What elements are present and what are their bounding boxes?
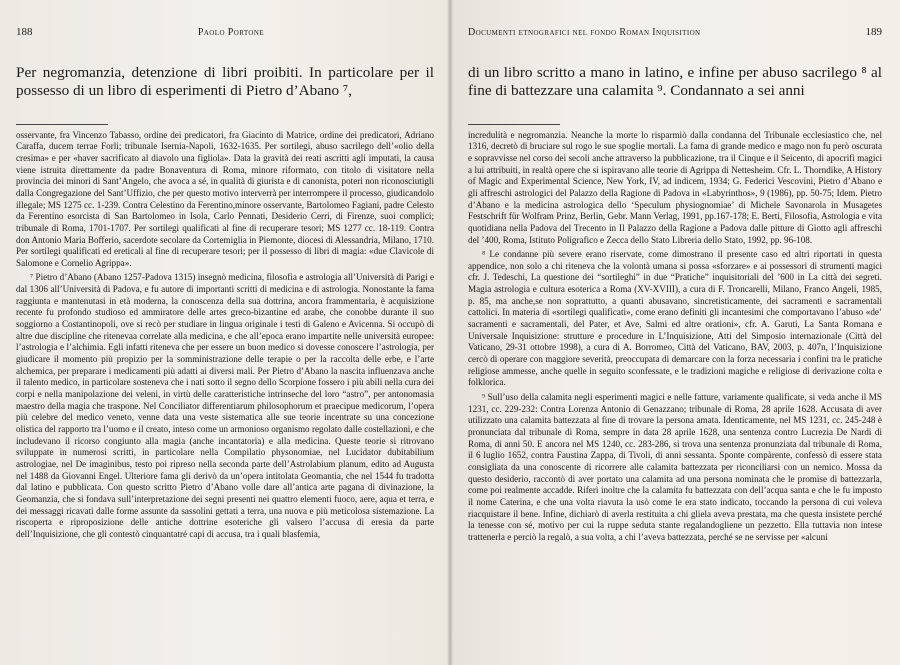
running-header-right	[468, 26, 882, 44]
footnote-9: ⁹ Sull’uso della calamita negli esperimenti magici e nelle fatture, variamente qualificate, si veda anche il MS 1231, cc. 229-232: Contra Lorenza Antonio di Genazzano; tribunale di Roma, 28 aprile 1628. Accusata di aver utilizzato una calamita battezzata al fine di trovare la persona amata. Identicamente, nel MS 1231, cc. 245-248 è pronunciata dal tribunale di Roma, sempre in data 28 aprile 1628, una sentenza contro Lucrezia De Nardi di Roma, di anni 50. E ancora nel MS 1240, cc. 283-286, si trova una sentenza pronunziata dal tribunale di Roma, il 6 luglio 1652, contra Faustina Zappa, di Tivoli, di anni sessanta. Sponte compàrente, confessò di essere stata consigliata da una conoscente di ricorrere alle calamita battezzata per riconciliarsi con un nemico. Mossa da questo desiderio, raccontò di aver portato una calamita ad una persona nominata che le promise di battezzarla, come poi realmente accadde. Riferì inoltre che la calamita fu battezzata con dell’acqua santa e che le fu imposto il nome Caterina, e che una volta riavuta la usò come le era stato indicato, toccando la persona di cui voleva riacquistare il bene. Infine, dichiarò di averla restituita a chi gliela aveva prestata, ma che questa insistete perché la tenesse con sé, motivo per cui la ruppe seduta stante regalandogliene un pezzetto. Ella tuttavia non intese trattenerla e perciò la regalò, a sua volta, a chi l’aveva battezzata, perché se ne servisse per «alcuni	[468, 392, 882, 542]
footnote-rule-left	[16, 124, 108, 125]
running-head-author: Paolo Portone	[197, 27, 264, 38]
footnote-7: ⁷ Pietro d’Abano (Abano 1257-Padova 1315) insegnò medicina, filosofia e astrologia all’Università di Parigi e dal 1306 all’Università di Padova, e fu autore di importanti scritti di medicina e di astrologia. Nonostante la fama raggiunta e mantenutasi in età moderna, la conoscenza della sua dottrina, ancora frammentaria, è acquisizione recente fu profondo studioso ed ammiratore delle artes greco-bizantine ed arabe, che conobbe durante il suo soggiorno a Costantinopoli, ove si recò per studiare in lingua originale i testi di Galeno e Avicenna. Si occupò di altre due discipline che ritenevaa correlate alla medicina, e che all’epoca erano impartite nelle università europee: l’astrologia e l’alchimia. Egli infatti riteneva che per essere un buon medico si dovesse conoscere l’astrologia, per giudicare il momento più propizio per la somministrazione delle terapie o per la raccolta delle erbe, e l’arte alchemica, per preparare i medicamenti più adatti ai diversi mali. Per Pietro d’Abano la nascita influenzava anche il talento medico, in particolare sosteneva che i nati sotto il segno dello Scorpione fossero i più abili nella cura dei corpi e nella manipolazione dei veleni, in virtù delle caratteristiche intrinseche del loro “astro”, per antonomasia maestro della magia che traspone. Nel Conciliator differentiarum philosophorum et praecipue medicorum, l’opera più celebre del medico veneto, venne data una veste sistematica alle sue teorie incentrate su una concezione olistica del rapporto tra l’uomo e il creato, inteso come un armonioso organismo regolato dalle costellazioni, e che includevano il ricorso congiunto alla magia (anche incantatoria) e alla medicina. Queste teorie si ritrovano sviluppate in numerosi scritti, in particolare nella Compilatio physonomiae, nel Lucidator dubitabilium astrologiae, nel De imaginibus, testo poi ripreso nella seconda parte dell’Astrolabium planum, edito ad Augusta nel 1488 da Giovanni Engel. Ulteriore fama gli derivò da un’opera intitolata Geomantia, che nel 1544 fu tradotta dal latino e pubblicata. Con questo scritto Pietro d’Abano volle dare all’antica arte pagana di divinazione, la Geomanzia, che si fondava sull’interpretazione dei segni presenti nei quattro elementi fuoco, aere, aqua et terra, e dei messaggi ricavati dalle forme assunte da sassolini gettati a terra, una nuova e più meticolosa sistemazione. La riscoperta e riproposizione delle antiche dottrine esoteriche gli valsero l’accusa di eresia da parte dell’Inquisizione, che gli contestò cinquantatré capi di accusa, tra i quali blasfemia,	[16, 272, 434, 539]
page-number-left: 188	[16, 26, 33, 38]
main-text-right: di un libro scritto a mano in latino, e infine per abuso sacrilego ⁸ al fine di battezzare una calamita ⁹. Condannato a sei anni	[468, 64, 882, 99]
right-page	[450, 0, 900, 665]
page-number-right: 189	[865, 26, 882, 38]
running-head-chapter: Documenti etnografici nel fondo Roman Inquisition	[468, 27, 701, 38]
footnote-continuation-right: incredulità e negromanzia. Neanche la morte lo risparmiò dalla condanna del Tribunale ecclesiastico che, nel 1316, decretò di bruciare sul rogo le sue spoglie mortali. La fama di grande medico e mago non fu però oscurata e sopravvisse nel corso dei secoli anche attraverso la pubblicazione, tra il Cinque e il Seicento, di apocrifi magici a lui attribuiti, in realtà opere che si ispiravano alle teorie di Agrippa di Nettesheim. Cfr. L. Thorndike, A History of Magic and Experimental Science, New York, IV, ad indicem, 1934; G. Federici Vescovini, Pietro d’Abano e gli affreschi astrologici del Palazzo della Ragione di Padova in «Labyrinthos», 9 (1986), pp. 50-75; Idem. Pietro d’Abano e la medicina astrologica dello ‘Speculum physiognomiae’ di Michele Savonarola in Musagetes Festschrift für Wolfram Prinz, Berlin, Gebr. Mann Verlag, 1991, pp.167-178; E. Berti, Filosofia, Astrologia e vita quotidiana nella Padova del Trecento in Il Palazzo della Ragione a Padova dalle pitture di Giotto agli affreschi del ’400, Roma, Istituto Poligrafico e Zecca dello Stato Libreria dello Stato, 1992, pp. 96-108.	[468, 129, 882, 245]
footnote-continuation-left: osservante, fra Vincenzo Tabasso, ordine dei predicatori, fra Giacinto di Matrice, ordine dei predicatori, Adriano Caraffa, ducem terrae Forli; tribunale Isernia-Napoli, 1632-1635. Per sortilegi, abuso sacrilego dell’«olio della cresima» e per «haver sacrificato al diavolo una figliola». Data la gravità dei reati ascritti agli imputati, la causa viene istruita direttamente da padre Bonaventura di Roma, minore riformato, con titolo di visitatore nella provincia dei minori di Sant’Angelo, che avoca a sé, in qualità di giurista e di canonista, poteri non riconosciutigli dalla Congregazione del Sant’Uffizio, che per questo motivo interverrà per interrompere il processo, giudicandolo illegale; MS 1275 cc. 1-239. Contra Celestino da Ferentino,minore osservante, Bartolomeo Fagiani, padre Celesto da Ferentino esorcista di San Bartolomeo in Isola, Carlo Pennati, Desiderio Cerri, di Firenze, suoi complici; tribunale di Roma, 1701-1707. Per sortilegi qualificati al fine di recuperare tesori; MS 1277 cc. 18-119. Contra don Antonio Maria Bofferio, sacerdote secolare da Cortemiglia in Piemonte, diocesi di Alessandria, Milano, 1710. Per sortilegi qualificati ed ereticali al fine di recuperare tesori; per il possesso di libri di magia: «due Clavicole di Salomone e Cornelio Agrippa».	[16, 129, 434, 268]
footnote-rule-right	[468, 124, 560, 125]
running-header-left	[16, 26, 434, 44]
footnotes-right	[468, 130, 882, 544]
footnote-8: ⁸ Le condanne più severe erano riservate, come dimostrano il presente caso ed altri riportati in questa appendice, non solo a chi riteneva che la volontà umana si possa «sforzare» e ai possessori di strumenti magici cfr. J. Tedeschi, La questione dei “sortileghi” in due “Pratiche” inquisitoriali del ’600 in La città dei segreti. Magia astrologia e cultura esoterica a Roma (XV-XVIII), a cura di F. Troncarelli, Milano, Franco Angeli, 1985, p. 85, ma anche,se non soprattutto, a quanti abusavano, sincretisticamente, dei sacramenti e sacramentali cattolici. In materia di «sortilegi qualificati», come erano definiti gli incantesimi che comportavano l’abuso «de’ sacramenti e sacramentali, del Pater, et Ave, Salmi ed altre orationi», cfr. A. Garuti, La Santa Romana e Universale Inquisizione: strutture e procedure in L’Inquisizione, Atti del Simposio internazionale (Città del Vaticano, 29-31 ottobre 1998), a cura di A. Borromeo, Città del Vaticano, BAV, 2003, p. 407n, l’Inquisizione cercò di operare con maggiore severità, preoccupata di demarcare con la forza necessaria i confini tra le pratiche religiose ammesse, anche quelle in seguito sconfessate, e le tradizioni magiche e religiose di derivazione colta e folklorica.	[468, 249, 882, 388]
main-text-left: Per negromanzia, detenzione di libri proibiti. In particolare per il possesso di un libro di esperimenti di Pietro d’Abano ⁷,	[16, 64, 434, 99]
footnotes-left	[16, 130, 434, 541]
